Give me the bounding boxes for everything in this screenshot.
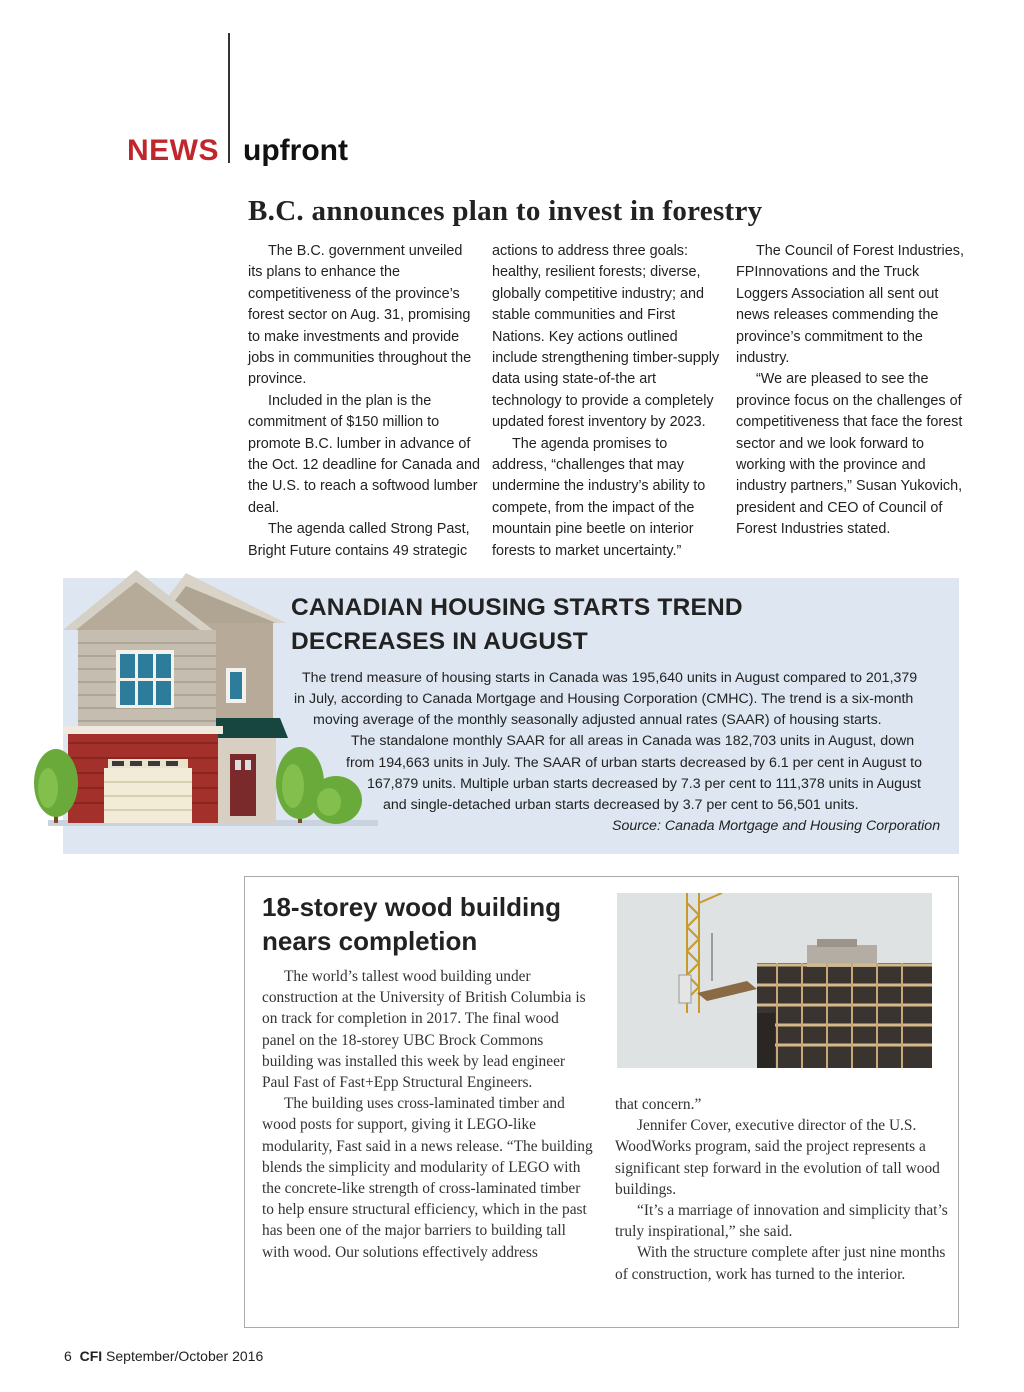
magazine-name: CFI bbox=[79, 1348, 103, 1364]
housing-title-line: CANADIAN HOUSING STARTS TREND bbox=[291, 594, 743, 621]
wood-building-title-line: nears completion bbox=[262, 926, 478, 956]
article-column-3 bbox=[736, 241, 968, 541]
page-footer bbox=[64, 1348, 263, 1364]
housing-text-line: The standalone monthly SAAR for all areas in Canada was 182,703 units in August, down bbox=[351, 733, 915, 749]
paragraph: The agenda promises to address, “challenges that may undermine the industry’s ability to compete, from the impact of the mountain pine beetle on interior forests to market uncertainty.” bbox=[492, 435, 706, 559]
issue-date: September/October 2016 bbox=[106, 1348, 264, 1364]
housing-text-line: and single-detached urban starts decreased by 3.7 per cent to 56,501 units. bbox=[383, 797, 859, 813]
section-label-news: NEWS bbox=[127, 134, 219, 167]
wood-building-column-2 bbox=[615, 1094, 951, 1285]
paragraph: The B.C. government unveiled its plans to enhance the competitiveness of the province’s forest sector on Aug. 31, promising to make investments and provide jobs in communities throughout the province. bbox=[248, 243, 472, 388]
housing-text-line: moving average of the monthly seasonally adjusted annual rates (SAAR) of housing starts. bbox=[313, 712, 882, 728]
page-number: 6 bbox=[64, 1348, 72, 1364]
paragraph: “We are pleased to see the province focus on the challenges of competitiveness that face the forest sector and we look forward to working with the province and industry partners,” Susan Yukovich, president and CEO of Council of Forest Industries stated. bbox=[736, 371, 963, 538]
section-label-upfront: upfront bbox=[243, 134, 348, 167]
construction-photo bbox=[617, 893, 932, 1068]
housing-text-line: The trend measure of housing starts in Canada was 195,640 units in August compared to 201,379 bbox=[302, 670, 918, 686]
paragraph: that concern.” bbox=[615, 1096, 702, 1113]
wood-building-title-line: 18-storey wood building bbox=[262, 892, 562, 922]
wood-building-title bbox=[262, 890, 592, 958]
article-column-2 bbox=[492, 241, 724, 562]
housing-title-line: DECREASES IN AUGUST bbox=[291, 628, 588, 655]
housing-title bbox=[291, 591, 851, 659]
wood-building-column-1 bbox=[262, 966, 594, 1263]
housing-text-line: in July, according to Canada Mortgage and Housing Corporation (CMHC). The trend is a six-month bbox=[294, 691, 914, 707]
paragraph: Included in the plan is the commitment of $150 million to promote B.C. lumber in advance of the Oct. 12 deadline for Canada and the U.S. to reach a softwood lumber deal. bbox=[248, 392, 481, 516]
paragraph: With the structure complete after just nine months of construction, work has turned to the interior. bbox=[615, 1244, 946, 1283]
paragraph: actions to address three goals: healthy, resilient forests; diverse, globally competitive industry; and stable communities and First Nations. Key actions outlined include strengthening timber-supply data using state-of-the art technology to provide a completely updated forest inventory by 2023. bbox=[492, 243, 720, 431]
housing-source: Source: Canada Mortgage and Housing Corporation bbox=[612, 818, 941, 834]
article-column-1 bbox=[248, 241, 480, 562]
header-divider bbox=[228, 33, 230, 163]
paragraph: “It’s a marriage of innovation and simplicity that’s truly inspirational,” she said. bbox=[615, 1202, 948, 1241]
paragraph: The building uses cross-laminated timber and wood posts for support, giving it LEGO-like modularity, Fast said in a news release. “The building blends the simplicity and modularity of LEGO with the concrete-like strength of cross-laminated timber to help ensure structural efficiency, which in the past has been one of the major barriers to building tall with wood. Our solutions effectively address bbox=[262, 1095, 593, 1261]
housing-text-line: 167,879 units. Multiple urban starts decreased by 7.3 per cent to 111,378 units in August bbox=[367, 776, 921, 792]
paragraph: Jennifer Cover, executive director of the U.S. WoodWorks program, said the project represents a significant step forward in the evolution of tall wood buildings. bbox=[615, 1117, 940, 1198]
paragraph: The agenda called Strong Past, Bright Future contains 49 strategic bbox=[248, 521, 470, 559]
housing-text-line: from 194,663 units in July. The SAAR of urban starts decreased by 6.1 per cent in August to bbox=[346, 755, 922, 771]
paragraph: The world’s tallest wood building under construction at the University of British Columbia is on track for completion in 2017. The final wood panel on the 18-storey UBC Brock Commons building was installed this week by lead engineer Paul Fast of Fast+Epp Structural Engineers. bbox=[262, 968, 586, 1092]
article-headline: B.C. announces plan to invest in forestry bbox=[248, 195, 763, 227]
paragraph: The Council of Forest Industries, FPInnovations and the Truck Loggers Association all sent out news releases commending the province’s commitment to the industry. bbox=[736, 243, 964, 367]
